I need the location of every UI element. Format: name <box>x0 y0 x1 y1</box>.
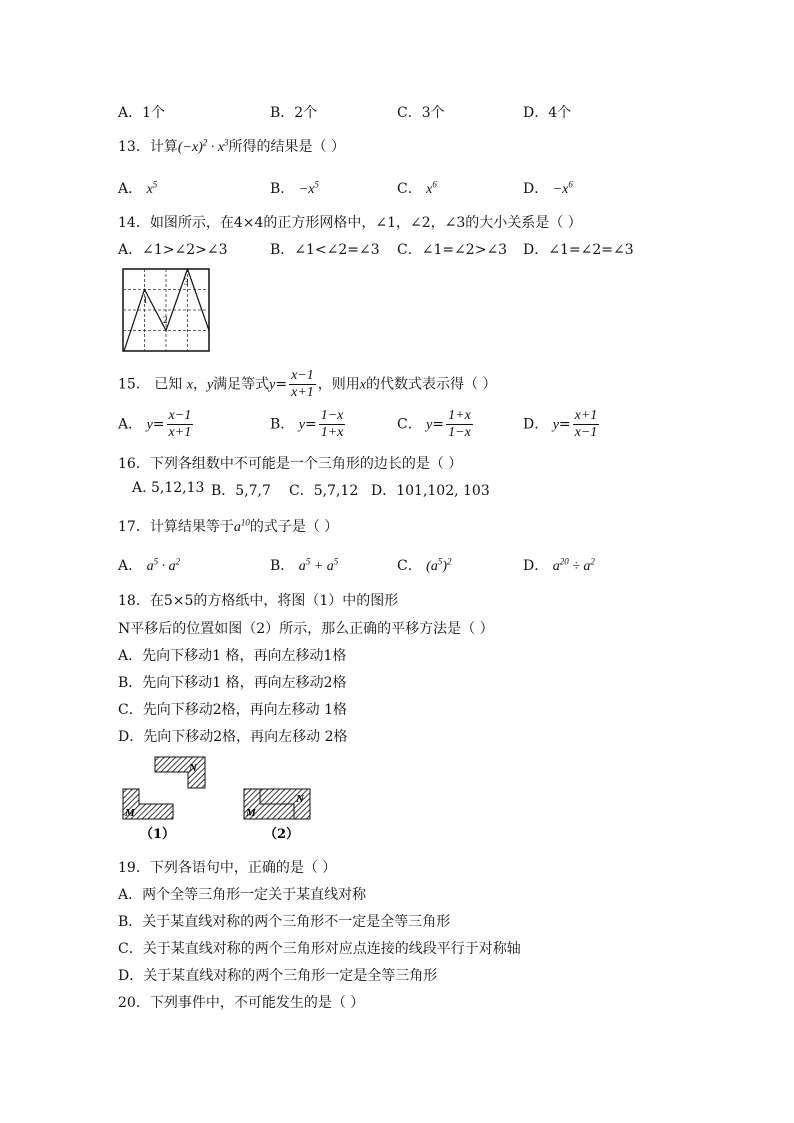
q12-option-d: D．4个 <box>523 105 572 121</box>
q14-option-d: D．∠1=∠2=∠3 <box>523 242 634 258</box>
q19-option-d: D．关于某直线对称的两个三角形一定是全等三角形 <box>118 968 438 984</box>
q19-stem: 19．下列各语句中，正确的是（ ） <box>118 860 337 876</box>
q17-option-c: C． $(a^5)^2$ <box>397 556 452 574</box>
q15-suffix2: 的代数式表示得（ ） <box>366 376 497 393</box>
q13-option-c: C． $x^6$ <box>397 179 437 197</box>
q14-option-b: B．∠1<∠2=∠3 <box>270 242 380 258</box>
q15-middle: 满足等式 <box>213 376 270 393</box>
fig1-label-n: N <box>189 762 197 774</box>
q14-grid-figure <box>122 268 212 354</box>
q13-suffix: 所得的结果是（ ） <box>228 139 345 155</box>
q18-stem-line2: N平移后的位置如图（2）所示，那么正确的平移方法是（ ） <box>118 621 494 637</box>
q17-stem: 17．计算结果等于$a^{10}$的式子是（ ） <box>118 517 339 535</box>
q17-prefix: 17．计算结果等于 <box>118 519 234 535</box>
angle-label-3: 3 <box>184 277 189 287</box>
q14-option-a: A．∠1>∠2>∠3 <box>118 242 228 258</box>
fig1-caption: （1） <box>140 827 176 842</box>
q12-option-c: C．3个 <box>397 105 445 121</box>
q13-prefix: 13．计算 <box>118 139 178 155</box>
q20-stem: 20．下列事件中，不可能发生的是（ ） <box>118 995 365 1011</box>
fig2-label-m: M <box>246 807 256 819</box>
q15-suffix: ，则用 <box>317 376 360 393</box>
q18-option-d: D．先向下移动2格，再向左移动 2格 <box>118 729 348 745</box>
q13-option-d: D． $-x^6$ <box>523 179 573 197</box>
q16-option-a: A. 5,12,13 <box>132 480 205 496</box>
q14-stem: 14．如图所示，在4×4的正方形网格中，∠1，∠2，∠3的大小关系是（ ） <box>118 215 582 231</box>
q18-option-a: A．先向下移动1 格，再向左移动1格 <box>118 648 347 664</box>
angle-label-1: 1 <box>143 295 148 305</box>
q15-stem: 15． 已知 x，y满足等式y= $\frac{x-1}{x+1}$ ，则用x的代数式表示得（ ） <box>118 368 497 400</box>
q15-prefix: 15． 已知 <box>118 376 183 393</box>
q16-option-b: B．5,7,7 <box>211 483 271 499</box>
q17-option-a: A． $a^5 \cdot a^2$ <box>118 556 181 574</box>
angle-label-2: 2 <box>163 315 168 325</box>
q17-option-b: B． $a^5 + a^5$ <box>270 556 339 574</box>
q16-option-d: D．101,102, 103 <box>371 483 490 499</box>
q18-stem-line1: 18．在5×5的方格纸中，将图（1）中的图形 <box>118 593 399 609</box>
q14-option-c: C．∠1=∠2>∠3 <box>397 242 508 258</box>
q13-option-a: A． $x^5$ <box>118 179 158 197</box>
q16-stem: 16．下列各组数中不可能是一个三角形的边长的是（ ） <box>118 456 463 472</box>
q15-option-c: C． y= $\frac{1+x}{1-x}$ <box>397 408 471 440</box>
q12-option-b: B．2个 <box>270 105 318 121</box>
q18-figures <box>118 752 318 844</box>
q13-option-b: B． $-x^5$ <box>270 179 319 197</box>
q18-option-c: C．先向下移动2格，再向左移动 1格 <box>118 702 347 718</box>
q19-option-a: A．两个全等三角形一定关于某直线对称 <box>118 887 367 903</box>
fig2-label-n: N <box>296 793 304 805</box>
fig1-label-m: M <box>125 807 135 819</box>
q15-option-d: D． y= $\frac{x+1}{x-1}$ <box>523 408 598 440</box>
q17-suffix: 的式子是（ ） <box>249 519 339 535</box>
q15-option-b: B． y= $\frac{1-x}{1+x}$ <box>270 408 344 440</box>
q19-option-c: C．关于某直线对称的两个三角形对应点连接的线段平行于对称轴 <box>118 941 521 957</box>
q16-option-c: C．5,7,12 <box>289 483 359 499</box>
q15-option-a: A． y= $\frac{x-1}{x+1}$ <box>118 408 192 440</box>
q19-option-b: B．关于某直线对称的两个三角形不一定是全等三角形 <box>118 914 451 930</box>
q13-stem: 13．计算$(-x)^2 \cdot x^3$所得的结果是（ ） <box>118 137 345 155</box>
q12-option-a: A．1个 <box>118 105 166 121</box>
q18-option-b: B．先向下移动1 格，再向左移动2格 <box>118 675 347 691</box>
q17-option-d: D． $a^{20} \div a^2$ <box>523 556 595 574</box>
fig2-caption: （2） <box>264 827 300 842</box>
